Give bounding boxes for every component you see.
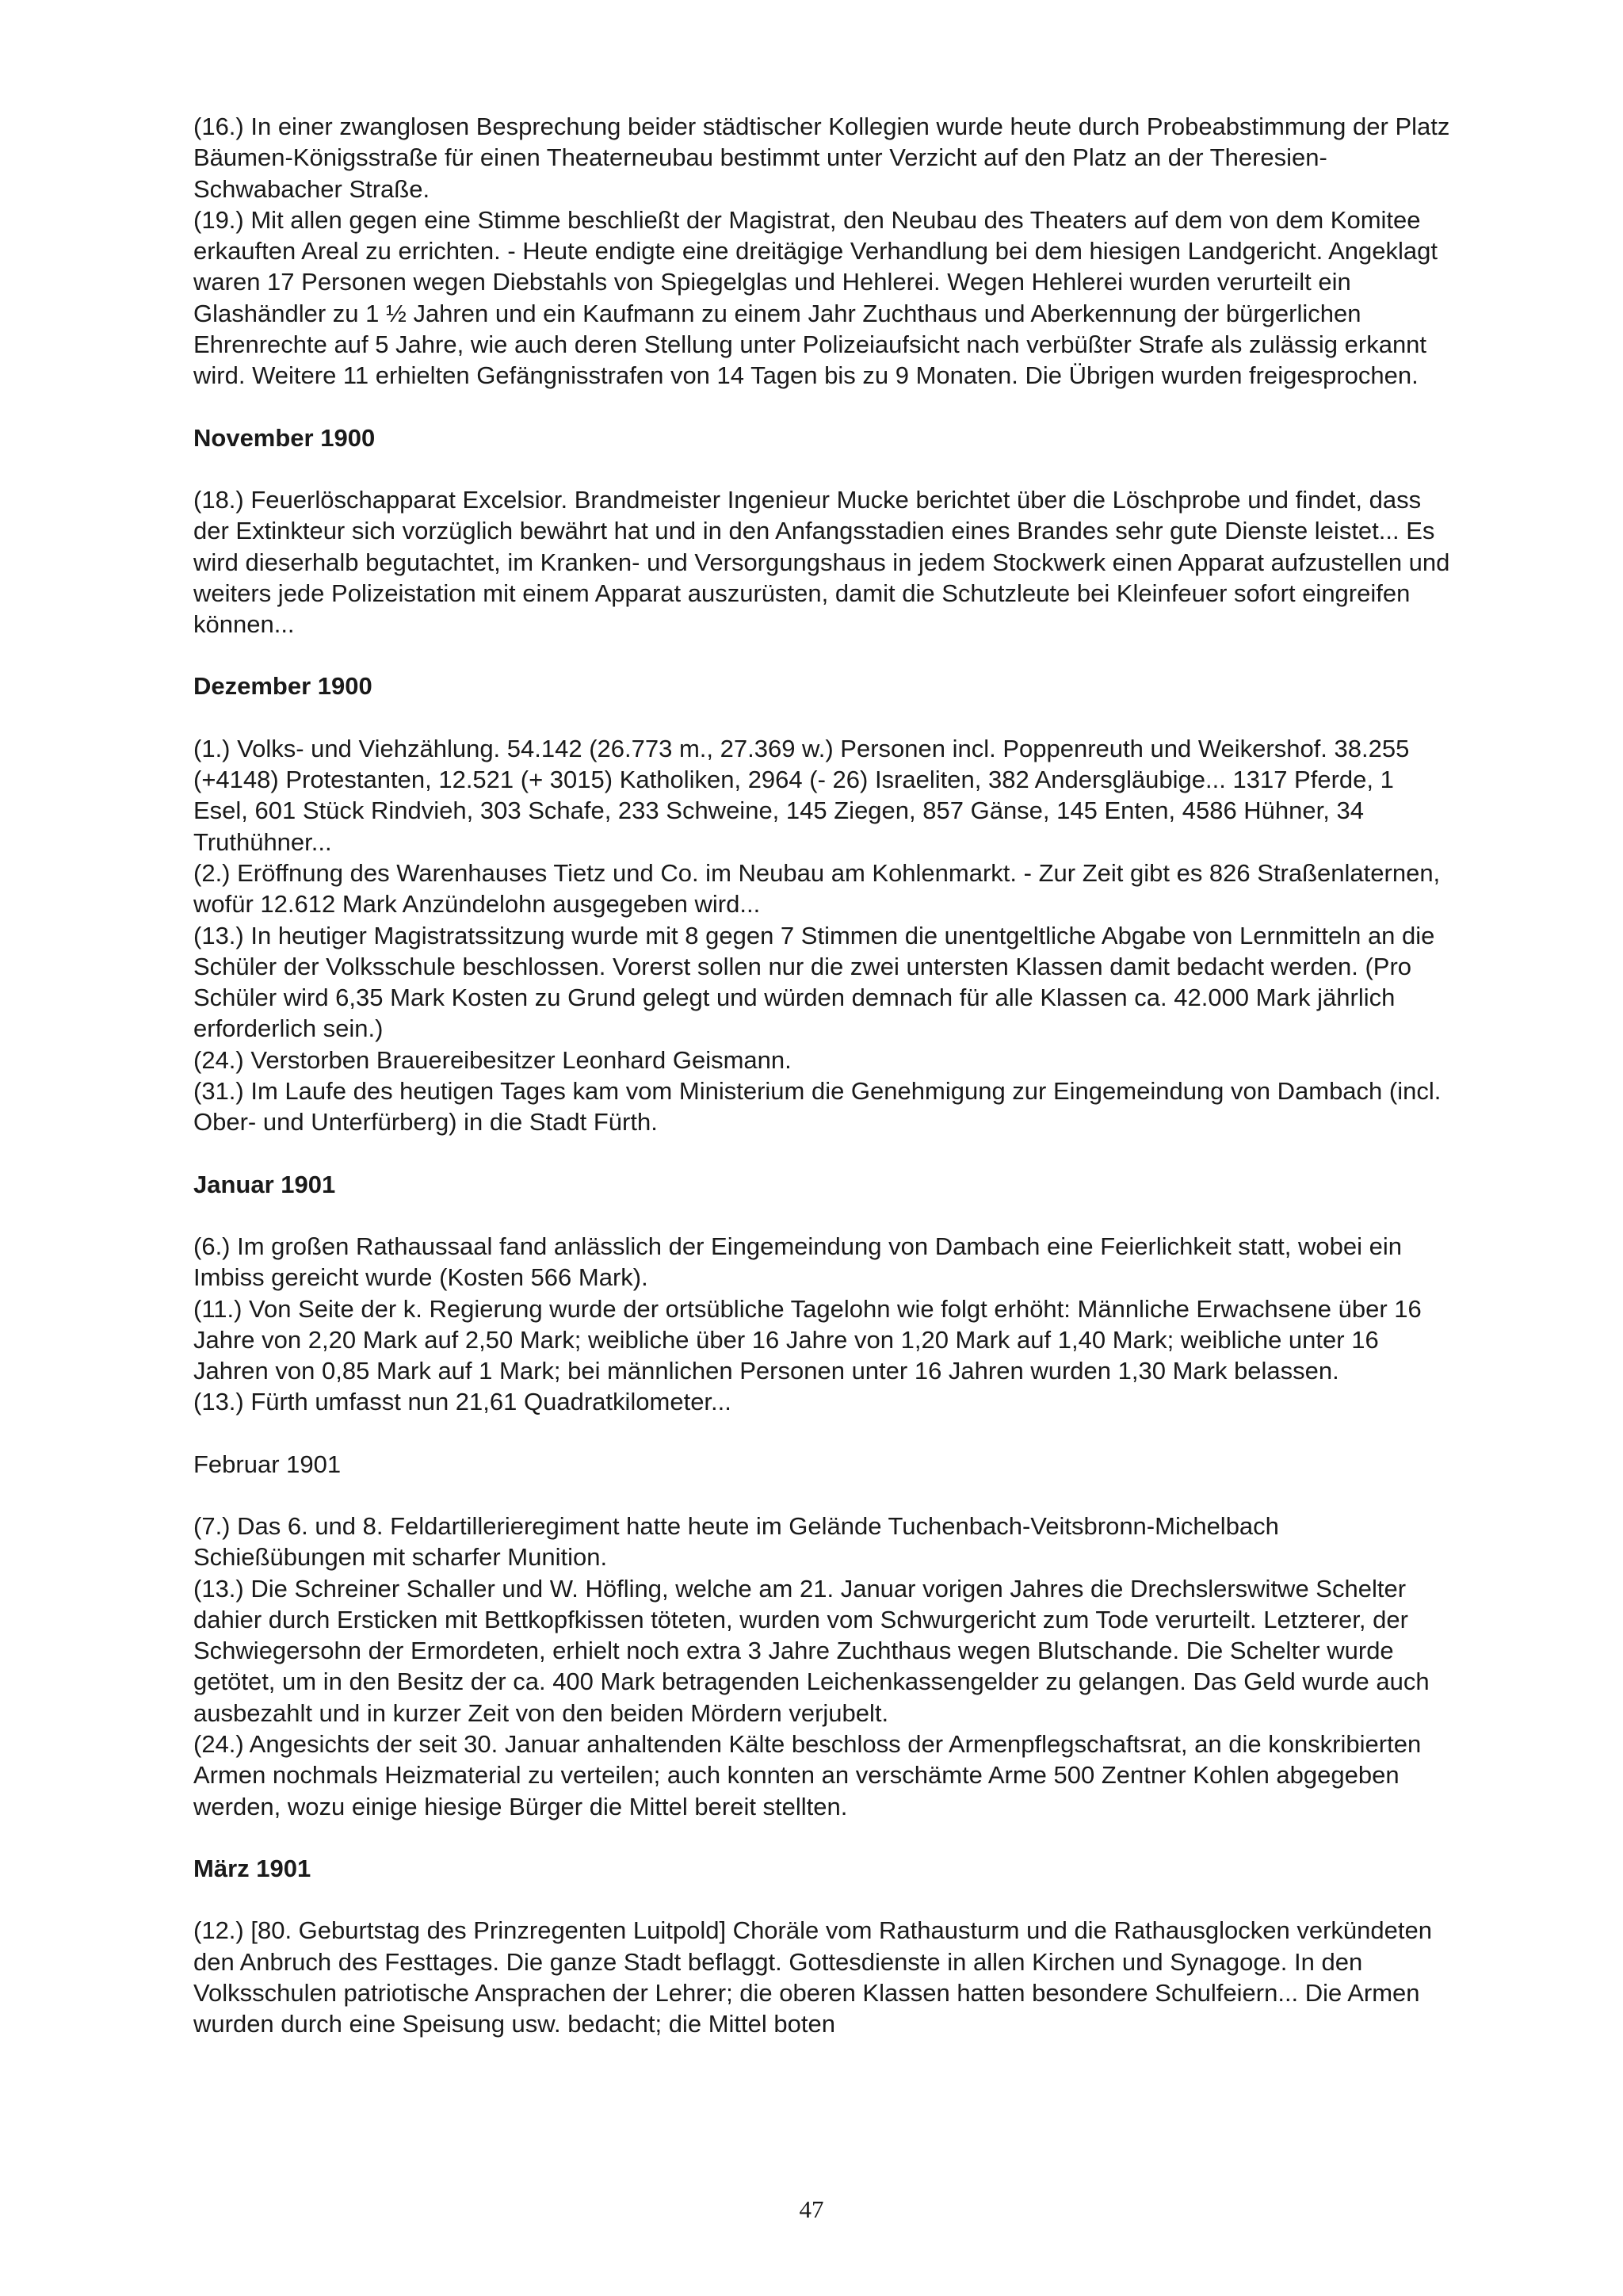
entry-paragraph: (19.) Mit allen gegen eine Stimme beschließt der Magistrat, den Neubau des Theaters auf dem von dem Komitee erkauften Areal zu errichten. - Heute endigte eine dreitägige Verhandlung bei dem hiesigen Landgericht. Angeklagt waren 17 Personen wegen Diebstahls von Spiegelglas und Hehlerei. Wegen Hehlerei wurden verurteilt ein Glashändler zu 1 ½ Jahren und ein Kaufmann zu einem Jahr Zuchthaus und Aberkennung der bürgerlichen Ehrenrechte auf 5 Jahre, wie auch deren Stellung unter Polizeiaufsicht nach verbüßter Strafe als zulässig erkannt wird. Weitere 11 erhielten Gefängnisstrafen von 14 Tagen bis zu 9 Monaten. Die Übrigen wurden freigesprochen. [193, 205, 1438, 390]
entry-paragraph: (31.) Im Laufe des heutigen Tages kam vom Ministerium die Genehmigung zur Eingemeindung von Dambach (incl. Ober- und Unterfürberg) in die Stadt Fürth. [193, 1077, 1442, 1137]
heading-gap [193, 1884, 1453, 1915]
entry-paragraph: (13.) Fürth umfasst nun 21,61 Quadratkilometer... [193, 1388, 731, 1416]
section-heading: März 1901 [193, 1854, 311, 1882]
section [193, 1853, 1453, 2039]
section [193, 422, 1453, 640]
entry-paragraph: (7.) Das 6. und 8. Feldartillerieregiment hatte heute im Gelände Tuchenbach-Veitsbronn-Michelbach Schießübungen mit scharfer Munition. [193, 1511, 1279, 1572]
heading-gap [193, 1480, 1453, 1511]
entry-paragraph: (13.) In heutiger Magistratssitzung wurde mit 8 gegen 7 Stimmen die unentgeltliche Abgabe von Lernmitteln an die Schüler der Volksschule beschlossen. Vorerst sollen nur die zwei untersten Klassen damit bedacht werden. (Pro Schüler wird 6,35 Mark Kosten zu Grund gelegt und würden demnach für alle Klassen ca. 42.000 Mark jährlich erforderlich sein.) [193, 921, 1435, 1043]
entry-paragraph: (12.) [80. Geburtstag des Prinzregenten Luitpold] Choräle vom Rathausturm und die Rathausglocken verkündeten den Anbruch des Festtages. Die ganze Stadt beflaggt. Gottesdienste in allen Kirchen und Synagoge. In den Volksschulen patriotische Ansprachen der Lehrer; die oberen Klassen hatten besondere Schulfeiern... Die Armen wurden durch eine Speisung usw. bedacht; die Mittel boten [193, 1916, 1432, 2038]
page-number: 47 [799, 2195, 824, 2223]
entry-paragraph: (11.) Von Seite der k. Regierung wurde der ortsübliche Tagelohn wie folgt erhöht: Männliche Erwachsene über 16 Jahre von 2,20 Mark auf 2,50 Mark; weibliche über 16 Jahre von 1,20 Mark auf 1,40 Mark; weibliche unter 16 Jahren von 0,85 Mark auf 1 Mark; bei männlichen Personen unter 16 Jahren wurden 1,30 Mark belassen. [193, 1294, 1422, 1385]
heading-gap [193, 453, 1453, 484]
entry-paragraph: (13.) Die Schreiner Schaller und W. Höfling, welche am 21. Januar vorigen Jahres die Drechslerswitwe Schelter dahier durch Ersticken mit Bettkopfkissen töteten, wurden vom Schwurgericht zum Tode verurteilt. Letzterer, der Schwiegersohn der Ermordeten, erhielt noch extra 3 Jahre Zuchthaus wegen Blutschande. Die Schelter wurde getötet, um in den Besitz der ca. 400 Mark betragenden Leichenkassengelder zu gelangen. Das Geld wurde auch ausbezahlt und in kurzer Zeit von den beiden Mördern verjubelt. [193, 1574, 1430, 1727]
section-gap [193, 1418, 1453, 1449]
heading-gap [193, 1200, 1453, 1231]
entry-paragraph: (18.) Feuerlöschapparat Excelsior. Brandmeister Ingenieur Mucke berichtet über die Löschprobe und findet, dass der Extinkteur sich vorzüglich bewährt hat und in den Anfangsstadien eines Brandes sehr gute Dienste leistet... Es wird dieserhalb begutachtet, im Kranken- und Versorgungshaus in jedem Stockwerk einen Apparat aufzustellen und weiters jede Polizeistation mit einem Apparat auszurüsten, damit die Schutzleute bei Kleinfeuer sofort eingreifen können... [193, 485, 1450, 639]
section-heading: Februar 1901 [193, 1450, 342, 1478]
section-gap [193, 640, 1453, 670]
entry-paragraph: (24.) Angesichts der seit 30. Januar anhaltenden Kälte beschloss der Armenpflegschaftsrat, an die konskribierten Armen nochmals Heizmaterial zu verteilen; auch konnten an verschämte Arme 500 Zentner Kohlen abgegeben werden, wozu einige hiesige Bürger die Mittel bereit stellten. [193, 1730, 1422, 1820]
entry-paragraph: (6.) Im großen Rathaussaal fand anlässlich der Eingemeindung von Dambach eine Feierlichkeit statt, wobei ein Imbiss gereicht wurde (Kosten 566 Mark). [193, 1232, 1402, 1292]
entry-paragraph: (24.) Verstorben Brauereibesitzer Leonhard Geismann. [193, 1045, 792, 1074]
entry-paragraph: (16.) In einer zwanglosen Besprechung beider städtischer Kollegien wurde heute durch Probeabstimmung der Platz Bäumen-Königsstraße für einen Theaterneubau bestimmt unter Verzicht auf den Platz an der Theresien-Schwabacher Straße. [193, 113, 1450, 203]
section [193, 1169, 1453, 1418]
section-heading: Dezember 1900 [193, 672, 372, 701]
section [193, 1449, 1453, 1822]
section-heading: November 1900 [193, 423, 376, 452]
section [193, 111, 1453, 392]
entry-paragraph: (2.) Eröffnung des Warenhauses Tietz und Co. im Neubau am Kohlenmarkt. - Zur Zeit gibt es 826 Straßenlaternen, wofür 12.612 Mark Anzündelohn ausgegeben wird... [193, 858, 1441, 919]
section-gap [193, 1138, 1453, 1169]
section-gap [193, 1822, 1453, 1853]
section-heading: Januar 1901 [193, 1170, 336, 1198]
page-body [193, 111, 1453, 2039]
section-gap [193, 392, 1453, 422]
entry-paragraph: (1.) Volks- und Viehzählung. 54.142 (26.773 m., 27.369 w.) Personen incl. Poppenreuth und Weikershof. 38.255 (+4148) Protestanten, 12.521 (+ 3015) Katholiken, 2964 (- 26) Israeliten, 382 Andersgläubige... 1317 Pferde, 1 Esel, 601 Stück Rindvieh, 303 Schafe, 233 Schweine, 145 Ziegen, 857 Gänse, 145 Enten, 4586 Hühner, 34 Truthühner... [193, 734, 1410, 856]
heading-gap [193, 702, 1453, 733]
section [193, 670, 1453, 1137]
